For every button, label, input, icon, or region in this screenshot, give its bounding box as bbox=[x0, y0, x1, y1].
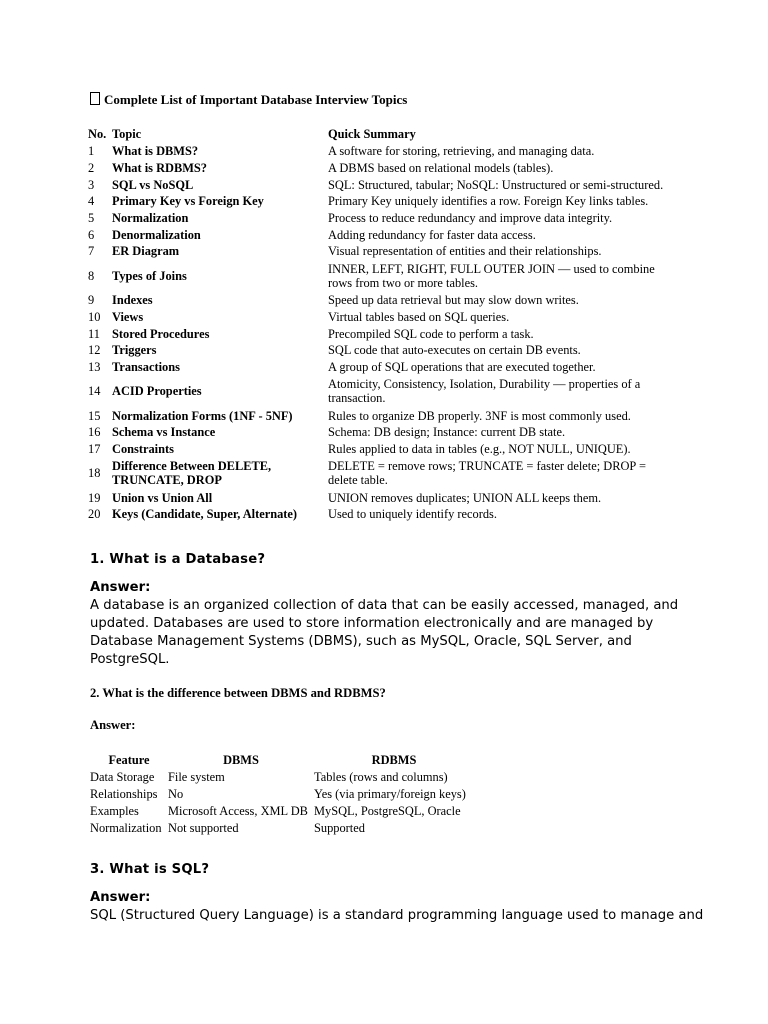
cell-rdbms: Supported bbox=[314, 820, 365, 835]
row-no: 19 bbox=[88, 490, 101, 505]
table-row bbox=[88, 176, 678, 193]
row-summary: DELETE = remove rows; TRUNCATE = faster delete; DROP = delete table. bbox=[328, 459, 646, 488]
comparison-header bbox=[90, 750, 474, 769]
row-no: 20 bbox=[88, 507, 101, 522]
row-summary: Used to uniquely identify records. bbox=[328, 507, 497, 522]
table-row bbox=[90, 769, 474, 786]
row-topic: What is DBMS? bbox=[112, 144, 199, 159]
row-no: 3 bbox=[88, 177, 95, 192]
row-topic: What is RDBMS? bbox=[112, 161, 208, 176]
table-row bbox=[88, 160, 678, 177]
row-topic: Primary Key vs Foreign Key bbox=[112, 194, 264, 209]
row-topic: ER Diagram bbox=[112, 244, 180, 259]
row-topic: Keys (Candidate, Super, Alternate) bbox=[112, 507, 298, 522]
row-summary: Rules to organize DB properly. 3NF is most commonly used. bbox=[328, 408, 631, 423]
cell-rdbms: Yes (via primary/foreign keys) bbox=[314, 787, 466, 802]
row-summary: Virtual tables based on SQL queries. bbox=[328, 309, 510, 324]
table-row bbox=[90, 819, 474, 836]
row-no: 18 bbox=[88, 466, 101, 481]
table-row bbox=[88, 424, 678, 441]
row-topic: Indexes bbox=[112, 293, 153, 308]
table-row bbox=[90, 786, 474, 803]
row-topic: Denormalization bbox=[112, 227, 201, 242]
topics-table bbox=[88, 125, 678, 523]
row-summary: INNER, LEFT, RIGHT, FULL OUTER JOIN — used to combine rows from two or more tables. bbox=[328, 261, 655, 290]
row-summary: SQL code that auto-executes on certain DB events. bbox=[328, 343, 581, 358]
row-topic: ACID Properties bbox=[112, 384, 202, 399]
row-topic: Transactions bbox=[112, 359, 180, 374]
cell-rdbms: MySQL, PostgreSQL, Oracle bbox=[314, 803, 461, 818]
q3-answer-text: SQL (Structured Query Language) is a standard programming language used to manage and bbox=[90, 908, 704, 923]
q2-answer-label: Answer: bbox=[90, 718, 136, 732]
table-row bbox=[88, 143, 678, 160]
row-summary: Visual representation of entities and their relationships. bbox=[328, 244, 602, 259]
row-summary: A software for storing, retrieving, and managing data. bbox=[328, 144, 595, 159]
q2-heading: 2. What is the difference between DBMS and RDBMS? bbox=[90, 686, 386, 700]
row-topic: Constraints bbox=[112, 441, 174, 456]
row-summary: Primary Key uniquely identifies a row. Foreign Key links tables. bbox=[328, 194, 649, 209]
row-no: 2 bbox=[88, 161, 95, 176]
table-row bbox=[88, 375, 678, 407]
cell-dbms: File system bbox=[168, 770, 225, 785]
row-no: 12 bbox=[88, 343, 101, 358]
row-no: 8 bbox=[88, 268, 95, 283]
q1-answer-text: A database is an organized collection of data that can be easily accessed, managed, and updated. Databases are used to store information electronically and are managed by Database Management Systems (DBMS), such as MySQL, Oracle, SQL Server, and PostgreSQL. bbox=[90, 598, 679, 667]
table-row bbox=[88, 342, 678, 359]
header-topic: Topic bbox=[112, 127, 142, 141]
row-topic: Normalization bbox=[112, 211, 189, 226]
row-summary: Adding redundancy for faster data access. bbox=[328, 227, 536, 242]
table-row bbox=[88, 457, 678, 489]
row-topic: Normalization Forms (1NF - 5NF) bbox=[112, 408, 293, 423]
row-summary: Atomicity, Consistency, Isolation, Durability — properties of a transaction. bbox=[328, 377, 641, 406]
row-topic: Union vs Union All bbox=[112, 490, 213, 505]
row-topic: Triggers bbox=[112, 343, 157, 358]
row-topic: Types of Joins bbox=[112, 268, 187, 283]
table-row bbox=[88, 489, 678, 506]
row-summary: Schema: DB design; Instance: current DB state. bbox=[328, 425, 566, 440]
missing-glyph-icon bbox=[90, 92, 100, 105]
row-no: 11 bbox=[88, 326, 100, 341]
row-summary: Rules applied to data in tables (e.g., NOT NULL, UNIQUE). bbox=[328, 441, 631, 456]
q3-answer-label: Answer: bbox=[90, 890, 151, 905]
document-title bbox=[90, 92, 407, 108]
cell-rdbms: Tables (rows and columns) bbox=[314, 770, 448, 785]
cell-feature: Normalization bbox=[90, 820, 162, 835]
row-no: 5 bbox=[88, 211, 95, 226]
row-summary: UNION removes duplicates; UNION ALL keeps them. bbox=[328, 490, 602, 505]
cell-dbms: Not supported bbox=[168, 820, 239, 835]
row-no: 6 bbox=[88, 227, 95, 242]
document-title-text: Complete List of Important Database Interview Topics bbox=[104, 92, 408, 107]
header-dbms: DBMS bbox=[223, 752, 259, 767]
cell-feature: Relationships bbox=[90, 787, 158, 802]
row-no: 4 bbox=[88, 194, 95, 209]
header-rdbms: RDBMS bbox=[371, 752, 417, 767]
header-feature: Feature bbox=[108, 752, 150, 767]
row-summary: A group of SQL operations that are executed together. bbox=[328, 359, 596, 374]
row-summary: Process to reduce redundancy and improve data integrity. bbox=[328, 211, 613, 226]
table-row bbox=[88, 260, 678, 292]
row-summary: Speed up data retrieval but may slow down writes. bbox=[328, 293, 579, 308]
row-no: 7 bbox=[88, 244, 95, 259]
row-no: 1 bbox=[88, 144, 95, 159]
row-no: 15 bbox=[88, 408, 101, 423]
q1-heading: 1. What is a Database? bbox=[90, 552, 266, 567]
comparison-table bbox=[90, 750, 474, 836]
table-row bbox=[88, 407, 678, 424]
row-no: 17 bbox=[88, 441, 101, 456]
row-summary: Precompiled SQL code to perform a task. bbox=[328, 326, 534, 341]
q3-heading: 3. What is SQL? bbox=[90, 862, 210, 877]
table-row bbox=[88, 441, 678, 458]
cell-feature: Examples bbox=[90, 803, 139, 818]
table-row bbox=[88, 243, 678, 260]
row-no: 10 bbox=[88, 309, 101, 324]
cell-feature: Data Storage bbox=[90, 770, 155, 785]
table-row bbox=[88, 292, 678, 309]
header-no: No. bbox=[88, 127, 107, 141]
topics-table-header bbox=[88, 125, 678, 143]
cell-dbms: Microsoft Access, XML DB bbox=[168, 803, 308, 818]
table-row bbox=[88, 325, 678, 342]
table-row bbox=[88, 359, 678, 376]
table-row bbox=[88, 226, 678, 243]
row-summary: SQL: Structured, tabular; NoSQL: Unstructured or semi-structured. bbox=[328, 177, 664, 192]
row-no: 13 bbox=[88, 359, 101, 374]
header-summary: Quick Summary bbox=[328, 127, 416, 141]
table-row bbox=[88, 193, 678, 210]
row-topic: Difference Between DELETE, TRUNCATE, DROP bbox=[112, 459, 272, 488]
row-no: 9 bbox=[88, 293, 95, 308]
cell-dbms: No bbox=[168, 787, 184, 802]
row-topic: SQL vs NoSQL bbox=[112, 177, 194, 192]
q1-answer-label: Answer: bbox=[90, 580, 151, 595]
table-row bbox=[88, 506, 678, 523]
row-topic: Views bbox=[112, 309, 144, 324]
row-summary: A DBMS based on relational models (tables). bbox=[328, 161, 554, 176]
table-row bbox=[90, 803, 474, 820]
row-no: 16 bbox=[88, 425, 101, 440]
row-topic: Stored Procedures bbox=[112, 326, 210, 341]
table-row bbox=[88, 309, 678, 326]
row-topic: Schema vs Instance bbox=[112, 425, 216, 440]
table-row bbox=[88, 210, 678, 227]
row-no: 14 bbox=[88, 384, 101, 399]
